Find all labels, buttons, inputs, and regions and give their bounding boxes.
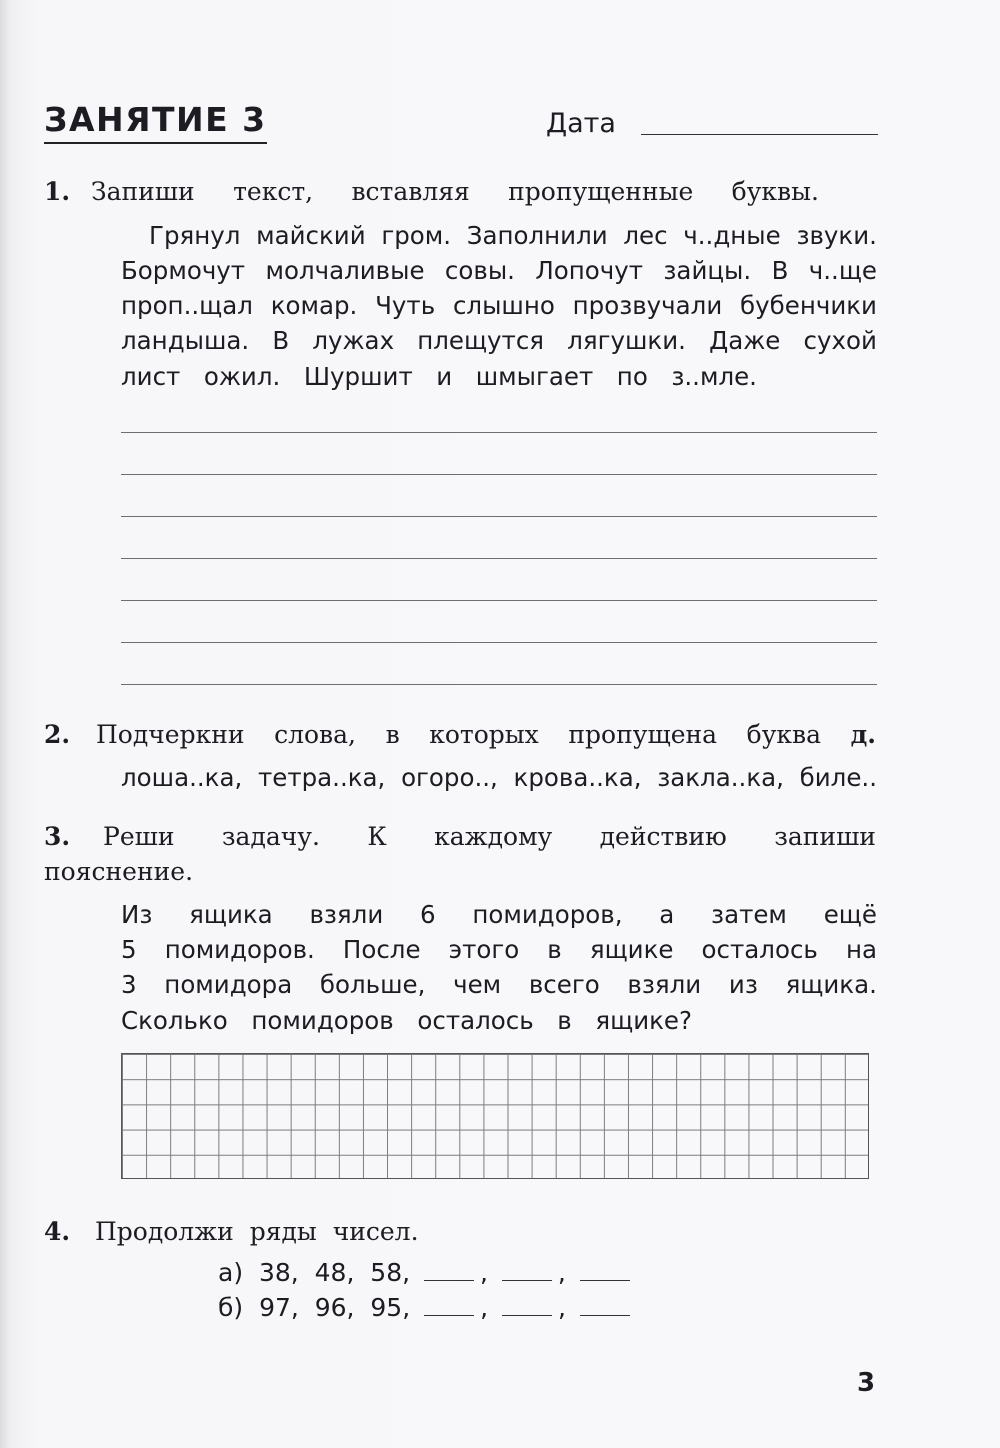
passage-line-4: ландыша. В лужах плещутся лягушки. Даже сухой xyxy=(121,326,877,355)
task-4-instruction: Продолжи ряды чисел. xyxy=(95,1217,419,1246)
sequence-label: б) xyxy=(218,1293,244,1322)
writing-line[interactable] xyxy=(121,474,877,475)
word-item[interactable]: огоро.., xyxy=(401,763,498,792)
task-3-instruction-cont: пояснение. xyxy=(44,857,194,886)
problem-line-2: 5 помидоров. После этого в ящике осталось на xyxy=(121,935,877,964)
task-4-number: 4. xyxy=(44,1217,71,1246)
word-item[interactable]: тетра..ка, xyxy=(257,763,386,792)
task-3-instruction: Реши задачу. К каждому действию запиши xyxy=(103,822,876,851)
date-label: Дата xyxy=(546,108,616,139)
answer-blank[interactable] xyxy=(580,1295,630,1316)
word-item[interactable]: лоша..ка, xyxy=(121,763,243,792)
passage-line-5: лист ожил. Шуршит и шмыгает по з..мле. xyxy=(121,362,757,391)
task-1-instruction: Запиши текст, вставляя пропущенные буквы. xyxy=(91,177,819,206)
task-3-number: 3. xyxy=(44,822,71,851)
answer-blank[interactable] xyxy=(424,1260,474,1281)
writing-line[interactable] xyxy=(121,432,877,433)
passage-line-3: проп..щал комар. Чуть слышно прозвучали бубенчики xyxy=(121,291,877,320)
passage-line-2: Бормочут молчаливые совы. Лопочут зайцы. В ч..ще xyxy=(121,256,877,285)
answer-blank[interactable] xyxy=(502,1295,552,1316)
page-number: 3 xyxy=(857,1368,876,1398)
word-item[interactable]: крова..ка, xyxy=(513,763,642,792)
problem-line-4: Сколько помидоров осталось в ящике? xyxy=(121,1006,692,1035)
writing-line[interactable] xyxy=(121,558,877,559)
answer-blank[interactable] xyxy=(502,1260,552,1281)
passage-line-1: Грянул майский гром. Заполнили лес ч..дные звуки. xyxy=(149,221,877,250)
sequence-row-b: б) 97, 96, 95, , , xyxy=(218,1293,636,1322)
writing-line[interactable] xyxy=(121,600,877,601)
sequence-label: а) xyxy=(218,1258,244,1287)
task-1-number: 1. xyxy=(44,177,71,206)
answer-blank[interactable] xyxy=(580,1260,630,1281)
writing-line[interactable] xyxy=(121,516,877,517)
problem-line-1: Из ящика взяли 6 помидоров, а затем ещё xyxy=(121,900,877,929)
answer-grid[interactable] xyxy=(121,1053,869,1179)
task-2-instruction: Подчеркни слова, в которых пропущена буква д. xyxy=(96,720,876,749)
writing-line[interactable] xyxy=(121,642,877,643)
writing-line[interactable] xyxy=(121,684,877,685)
problem-line-3: 3 помидора больше, чем всего взяли из ящика. xyxy=(121,970,877,999)
sequence-numbers: 38, 48, 58, xyxy=(258,1258,411,1287)
word-item[interactable]: закла..ка, xyxy=(657,763,784,792)
sequence-numbers: 97, 96, 95, xyxy=(259,1293,411,1322)
word-item[interactable]: биле.. xyxy=(799,763,877,792)
task-2-words xyxy=(121,763,877,792)
sequence-row-a: а) 38, 48, 58, , , xyxy=(218,1258,636,1287)
task-2-number: 2. xyxy=(44,720,71,749)
lesson-title: ЗАНЯТИЕ 3 xyxy=(44,100,267,144)
date-field-line[interactable] xyxy=(641,134,878,135)
answer-blank[interactable] xyxy=(424,1295,474,1316)
